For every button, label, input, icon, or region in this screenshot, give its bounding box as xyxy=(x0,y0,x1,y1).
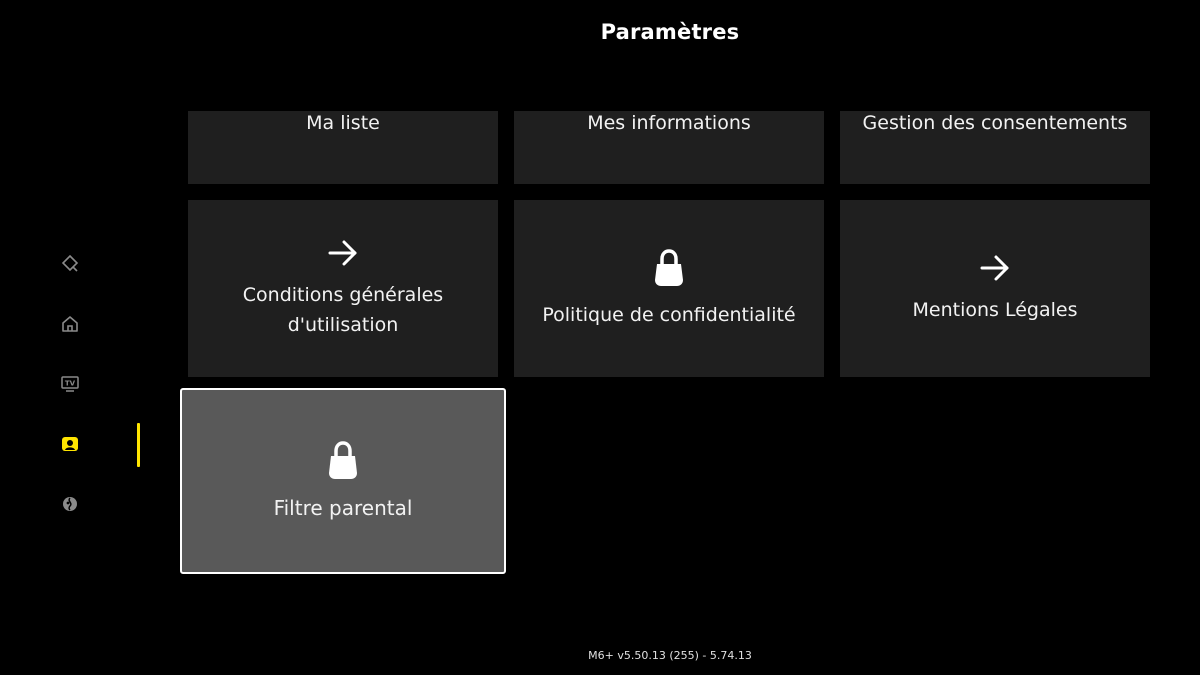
sidebar-item-search[interactable] xyxy=(56,250,84,278)
sidebar-item-tv[interactable] xyxy=(56,370,84,398)
tile-label: Mentions Légales xyxy=(912,298,1078,321)
sidebar-active-indicator xyxy=(137,423,140,467)
tile-label: Conditions générales d'utilisation xyxy=(242,283,444,336)
arrow-right-icon xyxy=(979,253,1011,283)
page-title: Paramètres xyxy=(600,20,740,44)
sidebar-item-home[interactable] xyxy=(56,310,84,338)
tile-gestion-consentements[interactable] xyxy=(840,111,1150,184)
arrow-right-icon xyxy=(327,238,359,268)
tile-label: Filtre parental xyxy=(273,496,413,520)
tile-mes-informations[interactable] xyxy=(514,111,824,184)
profile-icon xyxy=(60,434,80,454)
svg-text:TV: TV xyxy=(64,379,76,388)
lock-icon xyxy=(327,439,359,481)
search-icon xyxy=(60,254,80,274)
sidebar-item-explore[interactable] xyxy=(56,490,84,518)
lock-icon xyxy=(653,248,685,288)
tv-icon xyxy=(60,374,80,394)
tile-politique-confidentialite[interactable] xyxy=(514,200,824,377)
app-version: M6+ v5.50.13 (255) - 5.74.13 xyxy=(588,649,752,662)
tile-label: Mes informations xyxy=(587,112,751,134)
tile-label: Politique de confidentialité xyxy=(542,303,796,326)
tile-conditions-generales[interactable] xyxy=(188,200,498,377)
tile-label: Ma liste xyxy=(306,112,380,134)
tile-mentions-legales[interactable] xyxy=(840,200,1150,377)
tile-ma-liste[interactable] xyxy=(188,111,498,184)
sidebar-item-profile[interactable] xyxy=(56,430,84,458)
tile-label: Gestion des consentements xyxy=(862,112,1128,134)
tile-filtre-parental[interactable] xyxy=(180,388,506,574)
home-icon xyxy=(60,314,80,334)
explore-icon xyxy=(60,494,80,514)
